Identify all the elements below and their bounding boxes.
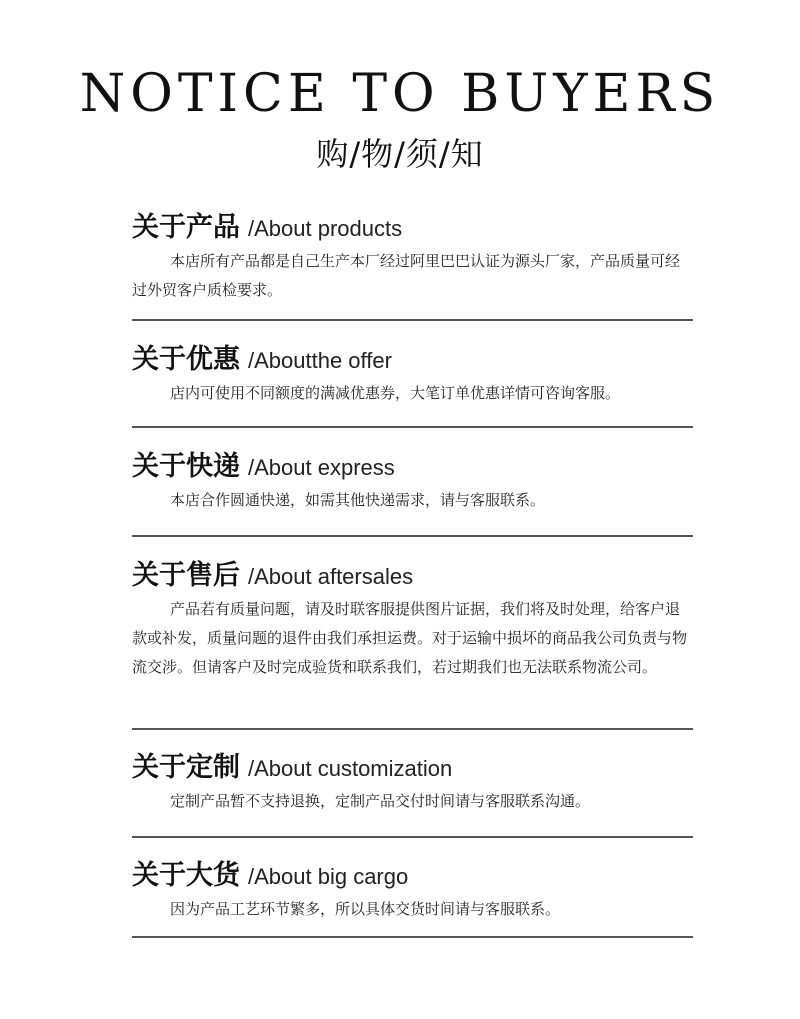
section-heading [132, 444, 693, 484]
section-big-cargo [132, 853, 693, 924]
section-title-en: /Aboutthe offer [248, 348, 392, 373]
section-divider [132, 936, 693, 938]
section-divider [132, 319, 693, 321]
section-divider [132, 535, 693, 537]
section-title-cn: 关于定制 [132, 752, 240, 783]
section-title-cn: 关于产品 [132, 212, 240, 243]
section-offer [132, 337, 693, 408]
section-text: 产品若有质量问题，请及时联客服提供图片证据，我们将及时处理，给客户退款或补发，质量问题的退件由我们承担运费。对于运输中损坏的商品我公司负责与物流交涉。但请客户及时完成验货和联系我们，若过期我们也无法联系物流公司。 [132, 600, 688, 676]
section-heading [132, 205, 693, 245]
section-title-en: /About express [248, 455, 395, 480]
section-title-cn: 关于大货 [132, 860, 240, 891]
section-customization [132, 745, 693, 816]
section-heading [132, 553, 693, 593]
page-subtitle: 购/物/须/知 [316, 135, 484, 173]
section-title-cn: 关于优惠 [132, 344, 240, 375]
section-title-en: /About big cargo [248, 864, 409, 889]
section-divider [132, 728, 693, 730]
section-divider [132, 836, 693, 838]
section-heading [132, 337, 693, 377]
section-heading [132, 853, 693, 893]
section-express [132, 444, 693, 515]
section-text: 本店所有产品都是自己生产本厂经过阿里巴巴认证为源头厂家，产品质量可经过外贸客户质检要求。 [132, 252, 681, 299]
section-text: 店内可使用不同额度的满减优惠券，大笔订单优惠详情可咨询客服。 [170, 384, 621, 402]
section-title-en: /About products [248, 216, 403, 241]
page-title: NOTICE TO BUYERS [79, 64, 721, 124]
section-products [132, 205, 693, 305]
section-heading [132, 745, 693, 785]
section-text: 本店合作圆通快递，如需其他快递需求，请与客服联系。 [170, 491, 546, 509]
section-text: 定制产品暂不支持退换，定制产品交付时间请与客服联系沟通。 [170, 792, 591, 810]
section-title-cn: 关于快递 [132, 451, 240, 482]
section-title-cn: 关于售后 [132, 560, 240, 591]
section-aftersales [132, 553, 693, 682]
section-divider [132, 426, 693, 428]
section-title-en: /About customization [248, 756, 453, 781]
section-text: 因为产品工艺环节繁多，所以具体交货时间请与客服联系。 [170, 900, 561, 918]
section-title-en: /About aftersales [248, 564, 414, 589]
